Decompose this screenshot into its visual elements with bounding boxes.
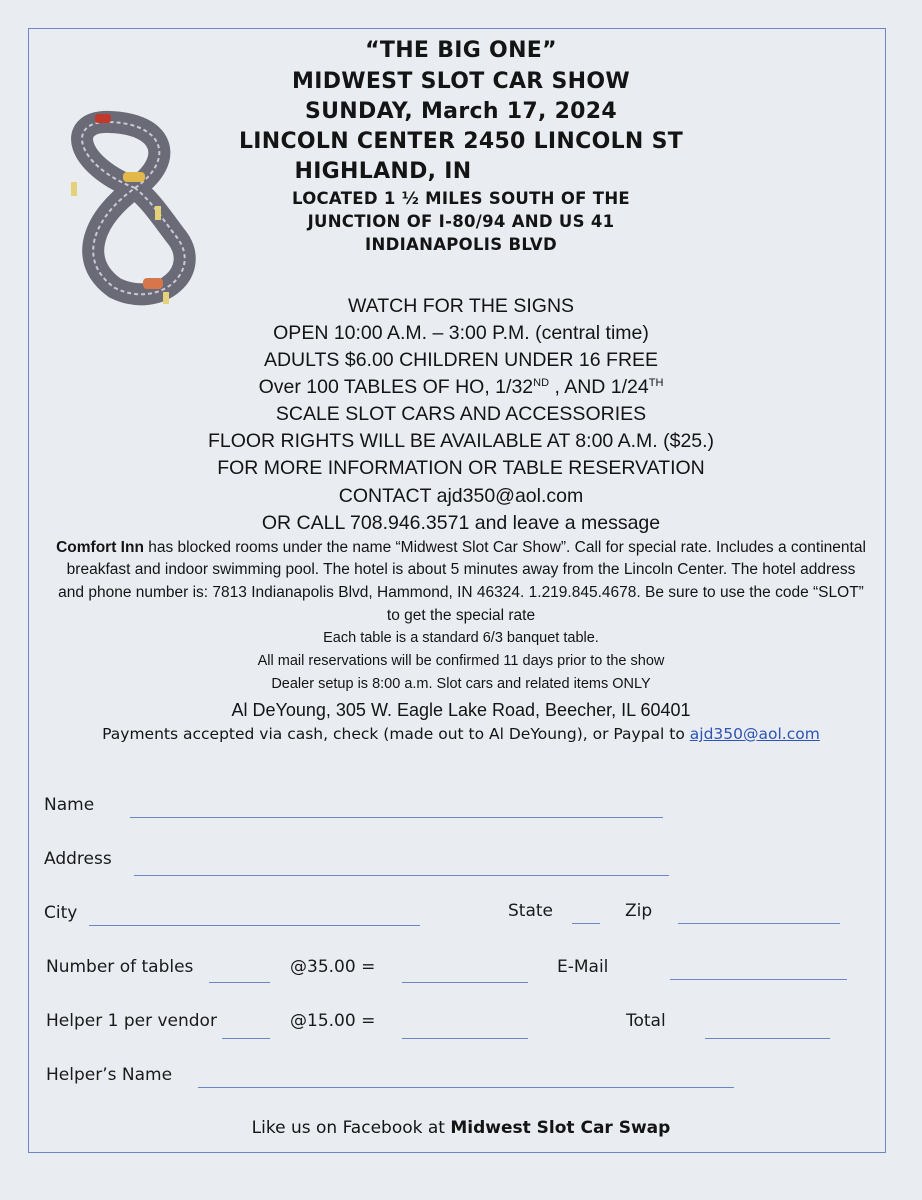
setup-note: Dealer setup is 8:00 a.m. Slot cars and related items ONLY [271, 676, 651, 692]
floor-rights: FLOOR RIGHTS WILL BE AVAILABLE AT 8:00 A.M. ($25.) [207, 430, 715, 452]
zip-label: Zip [625, 901, 653, 921]
hotel-line-2: breakfast and indoor swimming pool. The hotel is about 5 minutes away from the Lincoln Center. The hotel address [66, 561, 856, 578]
headline-venue: LINCOLN CENTER 2450 LINCOLN ST [238, 129, 684, 154]
headline-date: SUNDAY, March 17, 2024 [304, 99, 618, 124]
mailing-address: Al DeYoung, 305 W. Eagle Lake Road, Beecher, IL 60401 [231, 700, 691, 720]
helper-name-label: Helper’s Name [46, 1065, 173, 1085]
tables-text-b: , AND 1/24 [549, 376, 649, 398]
city-field[interactable] [89, 925, 420, 926]
directions-line-1: LOCATED 1 ½ MILES SOUTH OF THE [291, 189, 631, 208]
facebook-page-name[interactable]: Midwest Slot Car Swap [450, 1118, 671, 1138]
directions-line-3: INDIANAPOLIS BLVD [365, 235, 557, 254]
name-field[interactable] [130, 817, 663, 818]
total-label: Total [626, 1011, 666, 1031]
headline-city: HIGHLAND, IN [294, 159, 472, 184]
city-label: City [44, 903, 78, 923]
watch-signs: WATCH FOR THE SIGNS [347, 295, 575, 317]
hours: OPEN 10:00 A.M. – 3:00 P.M. (central time) [273, 322, 649, 344]
tables-sup-1: ND [533, 377, 550, 389]
payments-text: Payments accepted via cash, check (made out to Al DeYoung), or Paypal to [102, 725, 690, 743]
headline-title: “THE BIG ONE” [365, 38, 557, 63]
hotel-line-3: and phone number is: 7813 Indianapolis Blvd, Hammond, IN 46324. 1.219.845.4678. Be sure to use the code “SLOT” [58, 584, 864, 601]
tables-line [0, 376, 922, 399]
total-field[interactable] [705, 1038, 830, 1039]
more-info: FOR MORE INFORMATION OR TABLE RESERVATION [217, 457, 705, 479]
facebook-text: Like us on Facebook at [251, 1118, 451, 1138]
hotel-text-1: has blocked rooms under the name “Midwest Slot Car Show”. Call for special rate. Includes a continental [143, 539, 866, 556]
hotel-name: Comfort Inn [56, 539, 144, 556]
hotel-line-1 [0, 539, 922, 557]
name-label: Name [44, 795, 95, 815]
scale-line: SCALE SLOT CARS AND ACCESSORIES [275, 403, 647, 425]
tables-field[interactable] [209, 982, 270, 983]
admission: ADULTS $6.00 CHILDREN UNDER 16 FREE [263, 349, 659, 371]
helper-name-field[interactable] [198, 1087, 734, 1088]
tables-text-a: Over 100 TABLES OF HO, 1/32 [258, 376, 534, 398]
contact-email: CONTACT ajd350@aol.com [338, 485, 584, 507]
payments-line [0, 725, 922, 743]
table-note: Each table is a standard 6/3 banquet table. [323, 630, 599, 646]
tables-amount-field[interactable] [402, 982, 528, 983]
address-field[interactable] [134, 875, 669, 876]
paypal-email-link[interactable]: ajd350@aol.com [689, 725, 820, 743]
facebook-line [0, 1118, 922, 1138]
directions-line-2: JUNCTION OF I-80/94 AND US 41 [307, 212, 615, 231]
tables-label: Number of tables [46, 957, 194, 977]
headline-event: MIDWEST SLOT CAR SHOW [292, 69, 630, 94]
address-label: Address [44, 849, 112, 869]
state-label: State [508, 901, 553, 921]
helper-price-label: @15.00 = [290, 1011, 376, 1031]
state-field[interactable] [572, 923, 600, 924]
email-label: E-Mail [557, 957, 609, 977]
hotel-line-4: to get the special rate [386, 607, 536, 624]
helper-label: Helper 1 per vendor [46, 1011, 217, 1031]
helper-field[interactable] [222, 1038, 270, 1039]
call-phone: OR CALL 708.946.3571 and leave a message [261, 512, 661, 534]
tables-sup-2: TH [648, 377, 664, 389]
mail-note: All mail reservations will be confirmed 11 days prior to the show [257, 653, 665, 669]
email-field[interactable] [670, 979, 847, 980]
helper-amount-field[interactable] [402, 1038, 528, 1039]
tables-price-label: @35.00 = [290, 957, 376, 977]
zip-field[interactable] [678, 923, 840, 924]
